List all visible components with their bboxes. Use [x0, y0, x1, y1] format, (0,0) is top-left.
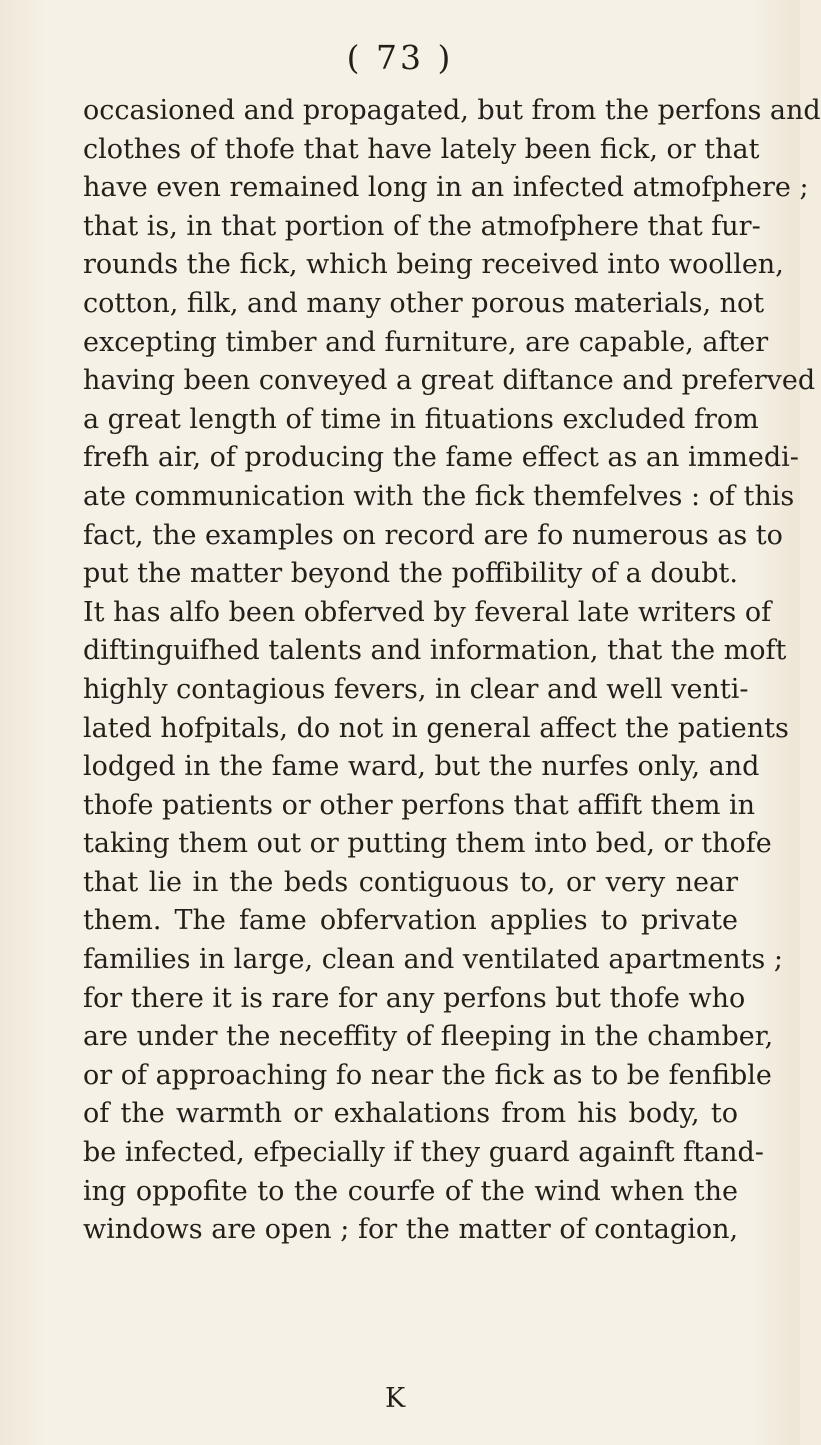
text-line: for there it is rare for any perfons but thofe who	[83, 982, 746, 1014]
text-line: occasioned and propagated, but from the perfons and	[83, 95, 821, 126]
text-line: ing oppofite to the courfe of the wind when the	[83, 1175, 738, 1207]
text-line: having been conveyed a great diftance and preferved	[83, 365, 816, 397]
signature-mark: K	[385, 1383, 406, 1414]
body-text	[83, 92, 821, 1250]
text-line: be infected, efpecially if they guard againft ftand-	[83, 1137, 764, 1169]
text-line: excepting timber and furniture, are capable, after	[83, 326, 769, 358]
page-number: ( 73 )	[346, 38, 454, 77]
text-line: lated hofpitals, do not in general affect the patients	[83, 712, 789, 744]
text-line: ate communication with the fick themfelves : of this	[83, 480, 795, 512]
text-line: cotton, filk, and many other porous materials, not	[83, 287, 765, 319]
text-line: highly contagious fevers, in clear and well venti-	[83, 673, 749, 705]
text-line: families in large, clean and ventilated apartments ;	[83, 944, 783, 976]
text-line: put the matter beyond the poffibility of a doubt.	[83, 558, 738, 590]
text-line: diftinguifhed talents and information, that the moft	[83, 635, 787, 667]
text-line: a great length of time in fituations excluded from	[83, 403, 759, 435]
text-line: are under the neceffity of fleeping in the chamber,	[83, 1021, 774, 1053]
text-line: of the warmth or exhalations from his body, to	[83, 1098, 738, 1130]
text-line: rounds the fick, which being received into woollen,	[83, 249, 784, 281]
text-line: frefh air, of producing the fame effect as an immedi-	[83, 442, 799, 474]
text-line: that is, in that portion of the atmofphere that fur-	[83, 210, 761, 242]
text-line: thofe patients or other perfons that affift them in	[83, 789, 756, 821]
text-line: have even remained long in an infected atmofphere ;	[83, 172, 809, 204]
text-line: fact, the examples on record are fo numerous as to	[83, 519, 783, 551]
text-line: windows are open ; for the matter of contagion,	[83, 1214, 739, 1246]
text-line: taking them out or putting them into bed, or thofe	[83, 828, 772, 860]
text-line: that lie in the beds contiguous to, or very near	[83, 866, 738, 898]
text-line: clothes of thofe that have lately been fick, or that	[83, 133, 760, 165]
text-line: or of approaching fo near the fick as to be fenfible	[83, 1059, 772, 1091]
text-line: them. The fame obfervation applies to private	[83, 905, 738, 937]
text-line: lodged in the fame ward, but the nurfes only, and	[83, 751, 760, 783]
text-line: It has alfo been obferved by feveral late writers of	[83, 596, 772, 628]
